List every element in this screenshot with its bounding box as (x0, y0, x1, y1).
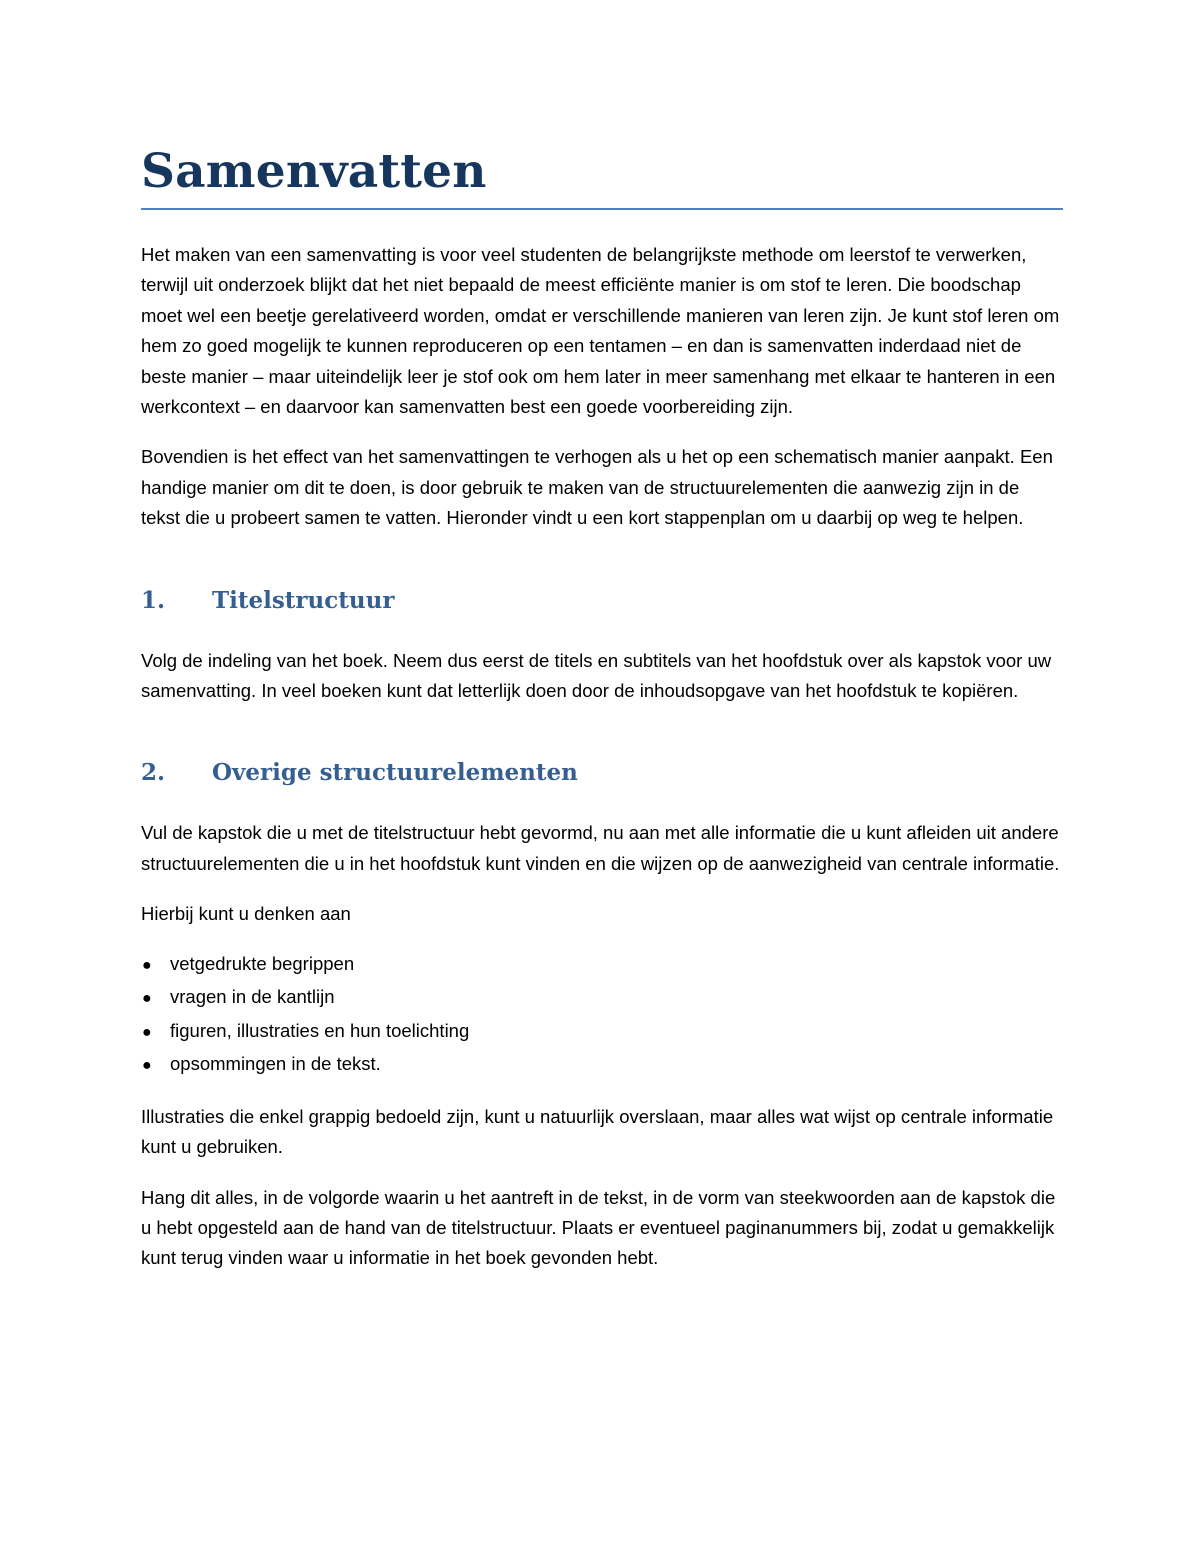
bullet-icon: ● (142, 1023, 152, 1041)
list-item-text: figuren, illustraties en hun toelichting (170, 1019, 470, 1041)
list-item-text: vragen in de kantlijn (170, 986, 335, 1008)
intro-paragraph-1: Het maken van een samenvatting is voor veel studenten de belangrijkste methode om leerstof te verwerken, terwijl uit onderzoek blijkt dat het niet bepaald de meest efficiënte manier is om stof te leren. Die boodschap moet wel een beetje gerelativeerd worden, omdat er verschillende manieren van leren zijn. Je kunt stof leren om hem zo goed mogelijk te kunnen reproduceren op een tentamen – en dan is samenvatten inderdaad niet de beste manier – maar uiteindelijk leer je stof ook om hem later in meer samenhang met elkaar te hanteren in een werkcontext – en daarvoor kan samenvatten best een goede voorbereiding zijn. (141, 244, 1060, 418)
bullet-icon: ● (142, 956, 152, 974)
section1-paragraph-1: Volg de indeling van het boek. Neem dus eerst de titels en subtitels van het hoofdstuk over als kapstok voor uw samenvatting. In veel boeken kunt dat letterlijk doen door de inhoudsopgave van het hoofdstuk te kopiëren. (141, 649, 1052, 702)
bullet-icon: ● (142, 1057, 152, 1075)
section2-paragraph-2: Hierbij kunt u denken aan (141, 903, 351, 925)
list-item-text: vetgedrukte begrippen (170, 952, 355, 974)
section-heading-1 (141, 585, 1063, 617)
section2-paragraph-4: Hang dit alles, in de volgorde waarin u het aantreft in de tekst, in de vorm van steekwoorden aan de kapstok die u hebt opgesteld aan de hand van de titelstructuur. Plaats er eventueel paginanummers bij, zodat u gemakkelijk kunt terug vinden waar u informatie in het boek gevonden hebt. (141, 1186, 1056, 1269)
list-item (141, 948, 1063, 982)
section-heading-2 (141, 757, 1063, 789)
section-number-1: 1. (141, 586, 166, 614)
section2-paragraph-3: Illustraties die enkel grappig bedoeld zijn, kunt u natuurlijk overslaan, maar alles wat wijst op centrale informatie kunt u gebruiken. (141, 1105, 1054, 1158)
document-page (141, 140, 1063, 1274)
section2-paragraph-1: Vul de kapstok die u met de titelstructuur hebt gevormd, nu aan met alle informatie die u kunt afleiden uit andere structuurelementen die u in het hoofdstuk kunt vinden en die wijzen op de aanwezigheid van centrale informatie. (141, 822, 1060, 874)
section-number-2: 2. (141, 759, 166, 787)
list-item (141, 981, 1063, 1015)
section-title-1: Titelstructuur (212, 586, 395, 614)
bullet-list (141, 948, 1063, 1082)
document-title: Samenvatten (141, 140, 1063, 210)
list-item (141, 1048, 1063, 1082)
intro-paragraph-2: Bovendien is het effect van het samenvattingen te verhogen als u het op een schematisch manier aanpakt. Een handige manier om dit te doen, is door gebruik te maken van de structuurelementen die aanwezig zijn in de tekst die u probeert samen te vatten. Hieronder vindt u een kort stappenplan om u daarbij op weg te helpen. (141, 446, 1053, 529)
bullet-icon: ● (142, 990, 152, 1008)
list-item (141, 1015, 1063, 1049)
section-title-2: Overige structuurelementen (212, 759, 578, 787)
list-item-text: opsommingen in de tekst. (170, 1053, 381, 1075)
